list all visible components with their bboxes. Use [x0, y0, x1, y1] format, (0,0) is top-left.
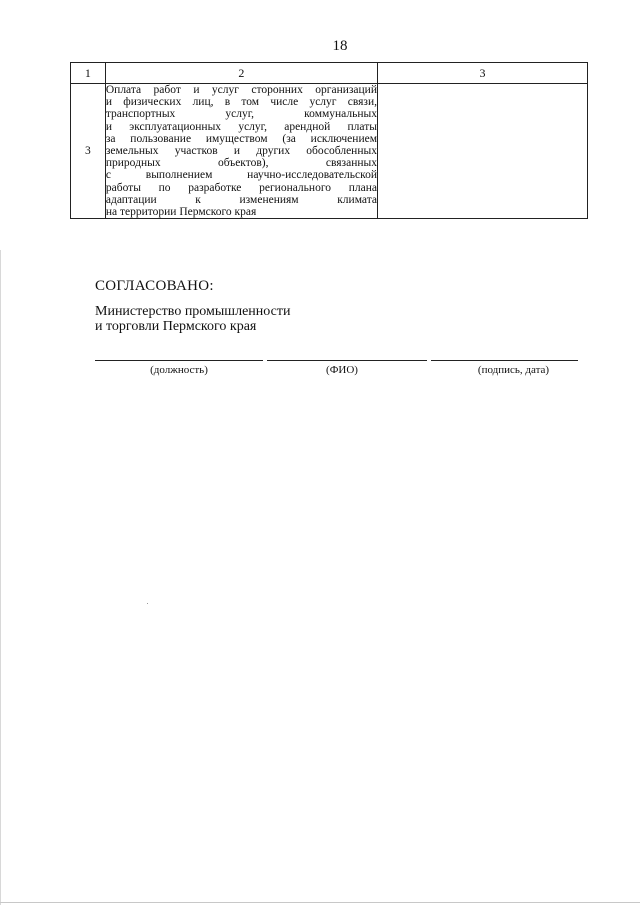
row-number: 3: [71, 84, 106, 219]
description-line: адаптации к изменениям климата: [105, 193, 377, 206]
page-number: 18: [332, 38, 348, 54]
header-col-3: 3: [377, 63, 587, 84]
header-col-2: 2: [105, 63, 377, 84]
table-header-row: [71, 63, 588, 84]
sign-caption: (подпись, дата): [477, 364, 550, 376]
row-description: [105, 84, 377, 219]
description-line: и физических лиц, в том числе услуг связи,: [105, 96, 377, 109]
ministry-line-1: Министерство промышленности: [95, 304, 291, 319]
row-value: [377, 84, 587, 219]
description-line: транспортных услуг, коммунальных: [105, 108, 377, 121]
description-line: Оплата работ и услуг сторонних организаций: [105, 84, 377, 96]
name-signature-line: [267, 360, 427, 361]
ministry-name: [95, 304, 290, 334]
description-line: за пользование имуществом (за исключением: [105, 132, 377, 145]
approval-title: СОГЛАСОВАНО:: [95, 278, 214, 294]
sign-signature-line: [431, 360, 578, 361]
description-line: на территории Пермского края: [105, 206, 257, 219]
description-line: земельных участков и других обособленных: [105, 145, 377, 158]
scan-edge-bottom: [0, 902, 640, 903]
scan-speck: [147, 603, 148, 604]
description-line: природных объектов), связанных: [105, 157, 377, 170]
description-line: и эксплуатационных услуг, арендной платы: [105, 120, 377, 133]
position-signature-line: [95, 360, 263, 361]
name-caption: (ФИО): [326, 364, 358, 376]
description-line: с выполнением научно-исследовательской: [105, 169, 377, 182]
scan-edge-left: [0, 250, 1, 905]
header-col-1: 1: [71, 63, 106, 84]
expenses-table: [70, 62, 588, 219]
position-caption: (должность): [150, 364, 208, 376]
description-line: работы по разработке регионального плана: [105, 181, 377, 194]
ministry-line-2: и торговли Пермского края: [95, 319, 257, 334]
table-row: [71, 84, 588, 219]
